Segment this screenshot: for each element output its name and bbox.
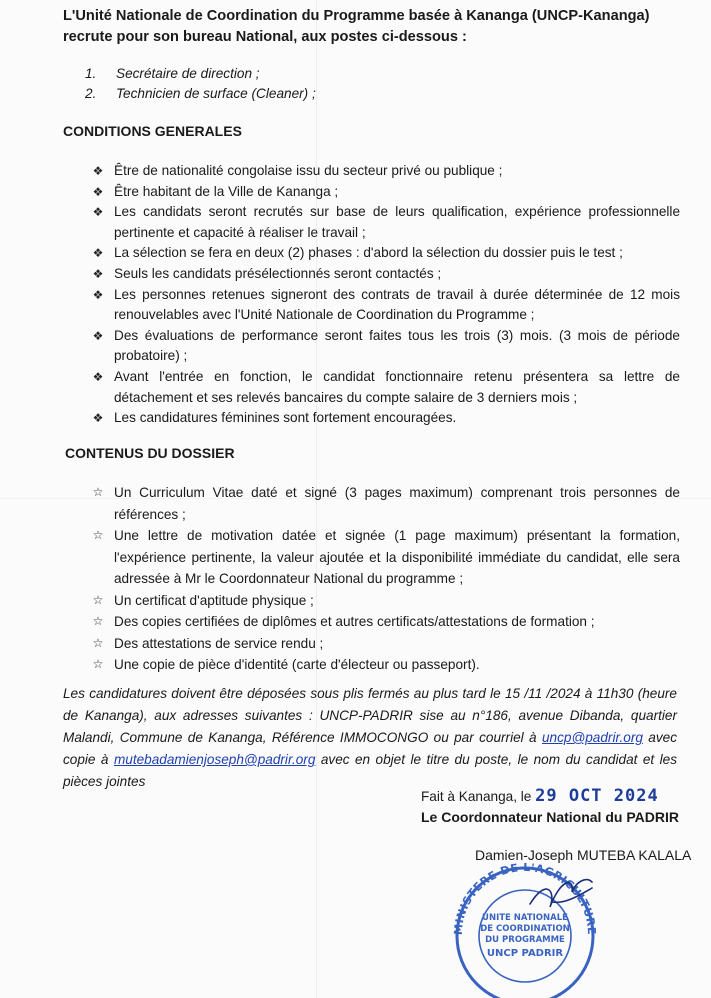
intro-paragraph: L'Unité Nationale de Coordination du Programme basée à Kananga (UNCP-Kananga) recrute pour son bureau National, aux postes ci-dessous : [63,8,650,45]
dossier-list [88,482,680,676]
diamond-bullet-icon: ❖ [92,411,104,426]
diamond-bullet-icon: ❖ [92,205,104,220]
place-date-line [421,786,691,807]
official-seal-stamp [452,862,598,998]
star-bullet-icon: ☆ [92,657,104,671]
diamond-bullet-icon: ❖ [92,328,104,343]
svg-text:MINISTERE DE L'AGRICULTURE: MINISTERE DE L'AGRICULTURE [452,862,598,936]
place-text: Fait à Kananga, le [421,789,532,804]
condition-item: ❖ Les candidatures féminines sont fortement encouragées. [88,408,680,429]
submission-note: Les candidatures doivent être déposées sous plis fermés au plus tard le 15 /11 /2024 à 11h30 (heure de Kananga), aux adresses suivantes : UNCP-PADRIR sise au n°186, avenue Dibanda, quartier Malandi, Commune de Kananga, Référence IMMOCONGO ou par courriel à uncp@padrir.org avec copie à mutebadamienjoseph@padrir.org avec en objet le titre du poste, le nom du candidat et les pièces jointes [63,686,677,789]
svg-text:DE COORDINATION: DE COORDINATION [480,924,570,934]
star-bullet-icon: ☆ [92,614,104,628]
diamond-bullet-icon: ❖ [92,184,104,199]
date-stamp: 29 OCT 2024 [535,786,659,806]
star-bullet-icon: ☆ [92,635,104,650]
diamond-bullet-icon: ❖ [92,164,104,178]
conditions-list [88,161,680,429]
signatory-name: Damien-Joseph MUTEBA KALALA [475,847,692,863]
condition-item: ❖ Des évaluations de performance seront faites tous les trois (3) mois. (3 mois de période probatoire) ; [88,326,680,367]
condition-item: ❖ Avant l'entrée en fonction, le candidat fonctionnaire retenu présentera sa lettre de détachement et ses relevés bancaires du compte salaire de 3 derniers mois ; [88,367,680,408]
dossier-item: ☆ Des copies certifiées de diplômes et autres certificats/attestations de formation ; [88,611,680,633]
star-bullet-icon: ☆ [92,592,104,607]
svg-text:UNITE NATIONALE: UNITE NATIONALE [482,913,568,923]
condition-item: ❖ Être habitant de la Ville de Kananga ; [88,182,680,203]
diamond-bullet-icon: ❖ [92,246,104,261]
post-item: 2. Technicien de surface (Cleaner) ; [85,86,316,101]
star-bullet-icon: ☆ [92,528,104,542]
conditions-heading: CONDITIONS GENERALES [63,123,242,139]
dossier-item: ☆ Une lettre de motivation datée et signée (1 page maximum) présentant la formation, l'expérience pertinente, la valeur ajoutée et la disponibilité immédiate du candidat, elle sera adressée à Mr le Coordonnateur National du programme ; [88,525,680,590]
condition-item: ❖ Les personnes retenues signeront des contrats de travail à durée déterminée de 12 mois renouvelables avec l'Unité Nationale de Coordination du Programme ; [88,285,680,326]
email-link-muteba[interactable]: mutebadamienjoseph@padrir.org [113,752,316,767]
posts-list [85,64,605,104]
diamond-bullet-icon: ❖ [92,369,104,384]
star-bullet-icon: ☆ [92,485,104,499]
diamond-bullet-icon: ❖ [92,266,104,281]
email-link-uncp[interactable]: uncp@padrir.org [541,730,643,745]
post-item: 1. Secrétaire de direction ; [85,66,260,81]
signatory-title: Le Coordonnateur National du PADRIR [421,809,679,825]
condition-item: ❖ Les candidats seront recrutés sur base de leurs qualification, expérience professionnelle pertinente et capacité à réaliser le travail ; [88,202,680,243]
dossier-item: ☆ Un certificat d'aptitude physique ; [88,590,680,612]
dossier-item: ☆ Un Curriculum Vitae daté et signé (3 pages maximum) comprenant trois personnes de références ; [88,482,680,525]
condition-item: ❖ Être de nationalité congolaise issu du secteur privé ou publique ; [88,161,680,182]
dossier-heading: CONTENUS DU DOSSIER [65,445,235,461]
diamond-bullet-icon: ❖ [92,287,104,302]
dossier-item: ☆ Des attestations de service rendu ; [88,633,680,655]
dossier-item: ☆ Une copie de pièce d'identité (carte d'électeur ou passeport). [88,654,680,676]
condition-item: ❖ La sélection se fera en deux (2) phases : d'abord la sélection du dossier puis le test ; [88,243,680,264]
svg-text:UNCP PADRIR: UNCP PADRIR [486,948,564,959]
svg-text:DU PROGRAMME: DU PROGRAMME [485,935,565,945]
condition-item: ❖ Seuls les candidats présélectionnés seront contactés ; [88,264,680,285]
